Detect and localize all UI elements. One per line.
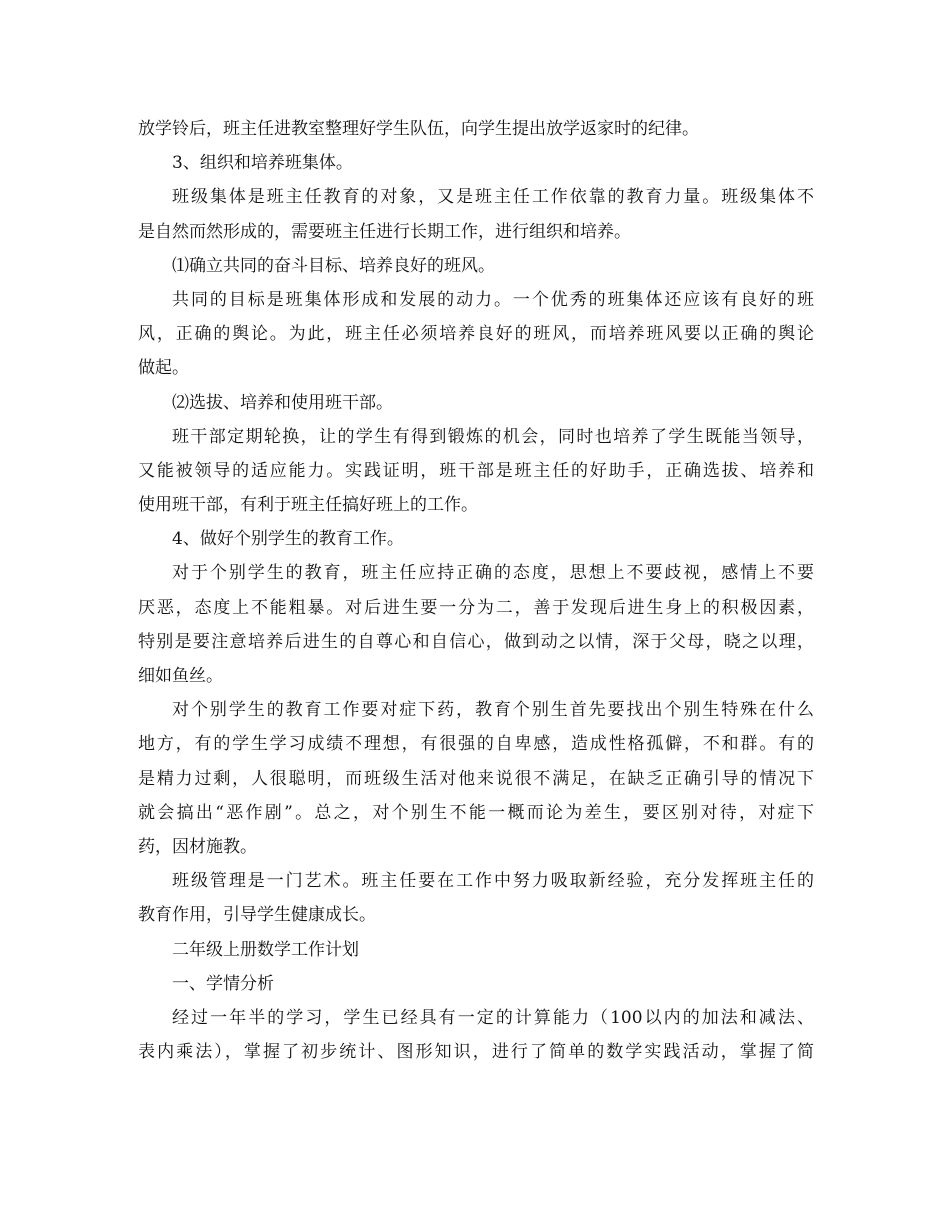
paragraph-line: 做起。 — [138, 358, 189, 379]
paragraph-line: 厌恶，态度上不能粗暴。对后进生要一分为二，善于发现后进生身上的积极因素， — [138, 597, 814, 618]
paragraph-line: 使用班干部，有利于班主任搞好班上的工作。 — [138, 495, 478, 516]
paragraph-line: 就会搞出“恶作剧”。总之，对个别生不能一概而论为差生，要区别对待，对症下 — [138, 802, 814, 823]
paragraph-line: 特别是要注意培养后进生的自尊心和自信心，做到动之以情，深于父母，晓之以理， — [138, 631, 814, 652]
paragraph-line: 是自然而然形成的，需要班主任进行长期工作，进行组织和培养。 — [138, 221, 631, 242]
section-heading: 一、学情分析 — [172, 973, 274, 994]
section-heading: 3、组织和培养班集体。 — [172, 153, 353, 174]
paragraph-line: 经过一年半的学习，学生已经具有一定的计算能力（100以内的加法和减法、 — [172, 1007, 814, 1028]
paragraph-line: 药，因材施教。 — [138, 836, 257, 857]
subsection-heading: ⑴确立共同的奋斗目标、培养良好的班风。 — [172, 255, 495, 276]
paragraph-line: 班级集体是班主任教育的对象，又是班主任工作依靠的教育力量。班级集体不 — [172, 187, 814, 208]
paragraph-line: 对于个别学生的教育，班主任应持正确的态度，思想上不要歧视，感情上不要 — [172, 563, 814, 584]
paragraph-line: 风，正确的舆论。为此，班主任必须培养良好的班风，而培养班风要以正确的舆论 — [138, 324, 814, 345]
paragraph-line: 放学铃后，班主任进教室整理好学生队伍，向学生提出放学返家时的纪律。 — [138, 119, 699, 139]
paragraph-line: 是精力过剩，人很聪明，而班级生活对他来说很不满足，在缺乏正确引导的情况下 — [138, 768, 814, 789]
paragraph-line: 班级管理是一门艺术。班主任要在工作中努力吸取新经验，充分发挥班主任的 — [172, 871, 814, 892]
paragraph-line: 地方，有的学生学习成绩不理想，有很强的自卑感，造成性格孤僻，不和群。有的 — [138, 734, 814, 755]
paragraph-line: 又能被领导的适应能力。实践证明，班干部是班主任的好助手，正确选拔、培养和 — [138, 460, 814, 481]
paragraph-line: 班干部定期轮换，让的学生有得到锻炼的机会，同时也培养了学生既能当领导， — [172, 426, 814, 447]
document-page — [138, 112, 814, 1069]
document-title: 二年级上册数学工作计划 — [172, 939, 359, 960]
paragraph-line: 对个别学生的教育工作要对症下药，教育个别生首先要找出个别生特殊在什么 — [172, 700, 814, 721]
paragraph-line: 表内乘法），掌握了初步统计、图形知识，进行了简单的数学实践活动，掌握了简 — [138, 1042, 814, 1063]
paragraph-line: 细如鱼丝。 — [138, 666, 223, 686]
section-heading: 4、做好个别学生的教育工作。 — [172, 529, 404, 550]
subsection-heading: ⑵选拔、培养和使用班干部。 — [172, 392, 393, 413]
paragraph-line: 教育作用，引导学生健康成长。 — [138, 905, 376, 926]
paragraph-line: 共同的目标是班集体形成和发展的动力。一个优秀的班集体还应该有良好的班 — [172, 289, 814, 310]
